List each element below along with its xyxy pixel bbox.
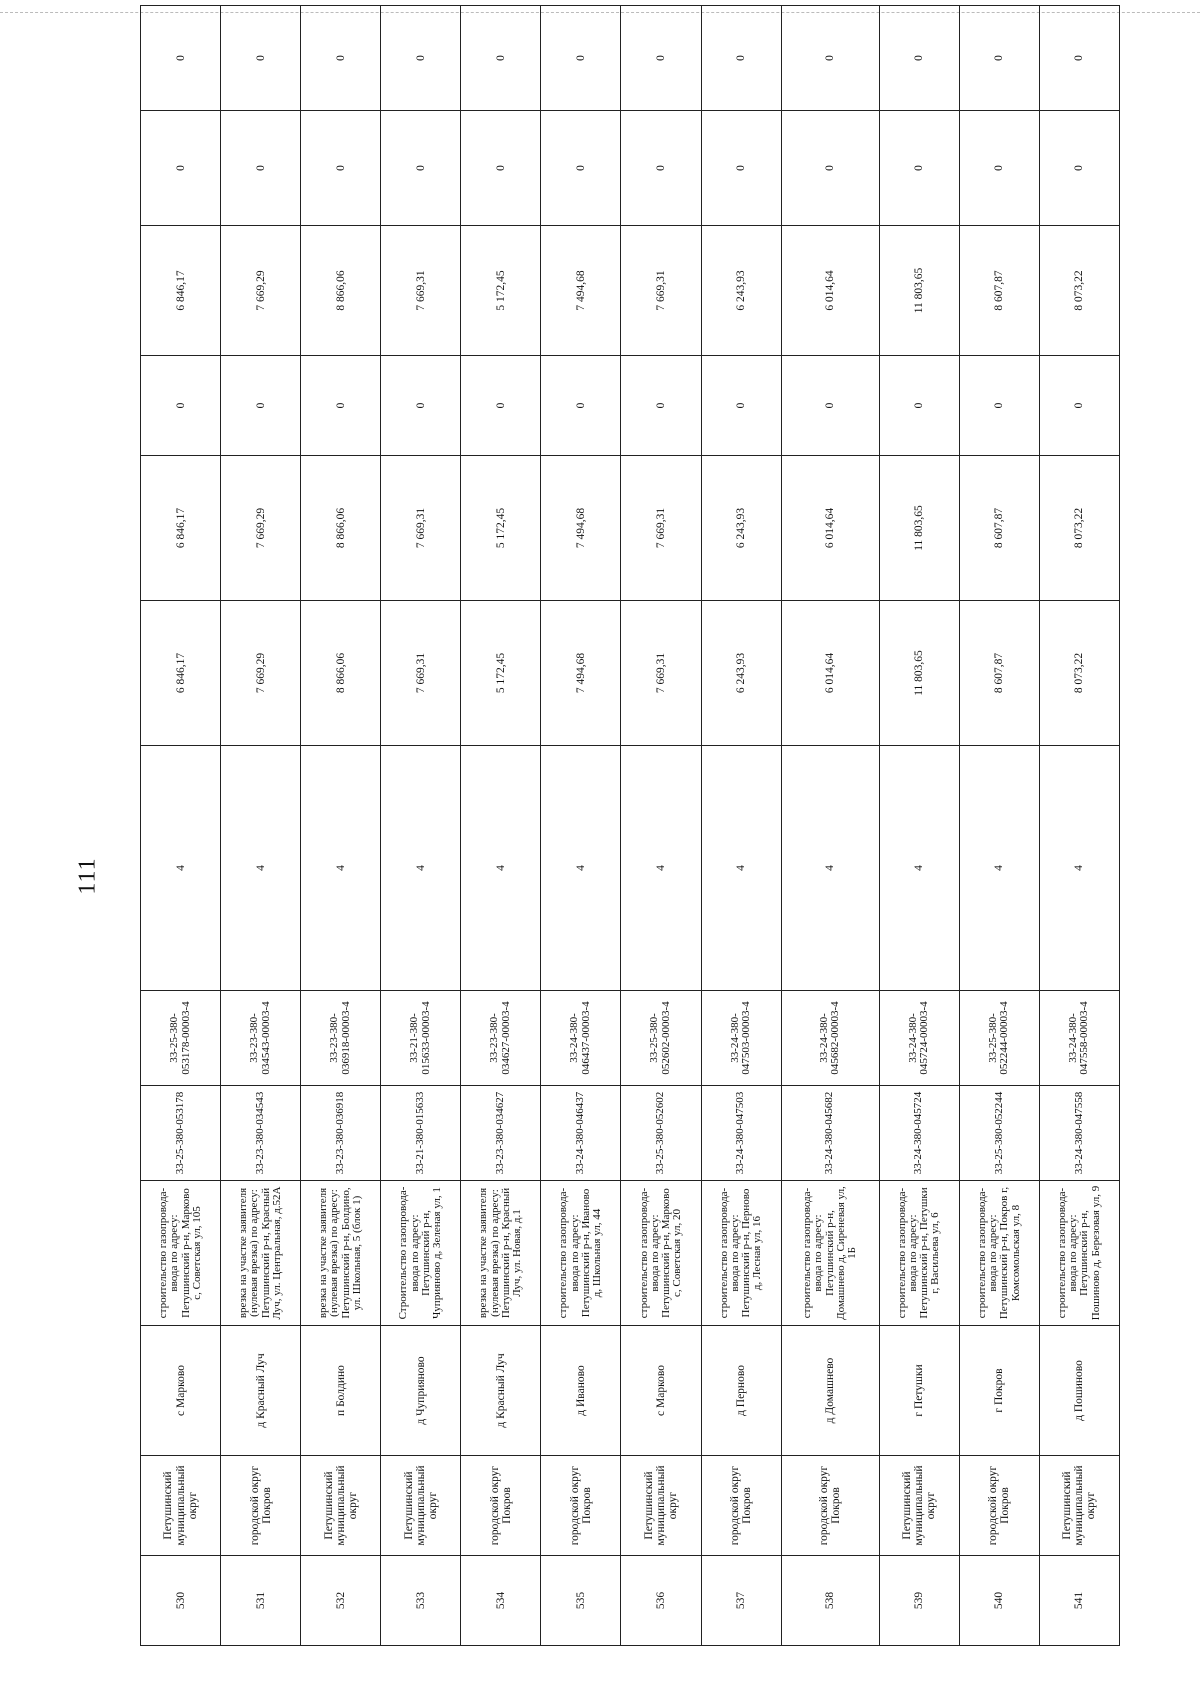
row-number-cell: 532 [301,1556,381,1646]
category-cell: 4 [1039,746,1119,991]
value-1-cell: 8 073,22 [1039,601,1119,746]
value-1-cell: 8 607,87 [959,601,1039,746]
description-cell: Строительство газопровода-ввода по адресу: Петушинский р-н, Чуприяново д, Зеленая ул, 1 [381,1181,461,1326]
value-3-cell: 0 [221,356,301,456]
table-row [701,6,781,1646]
category-cell: 4 [879,746,959,991]
value-1-cell: 8 866,06 [301,601,381,746]
value-4-cell: 7 669,31 [381,226,461,356]
value-5-cell: 0 [781,111,879,226]
value-2-cell: 6 014,64 [781,456,879,601]
value-2-cell: 7 669,29 [221,456,301,601]
page-number: 111 [74,857,101,895]
value-2-cell: 8 866,06 [301,456,381,601]
value-6-cell: 0 [221,6,301,111]
locality-cell: д Красный Луч [461,1326,541,1456]
value-6-cell: 0 [959,6,1039,111]
category-cell: 4 [301,746,381,991]
contract-code-cell: 33-23-380-034627-00003-4 [461,991,541,1086]
row-number-cell: 539 [879,1556,959,1646]
locality-cell: д Домашнево [781,1326,879,1456]
description-cell: врезка на участке заявителя (нулевая врезка) по адресу: Петушинский р-н, Красный Луч, ул. Новая, д.1 [461,1181,541,1326]
application-code-cell: 33-23-380-034543 [221,1086,301,1181]
value-3-cell: 0 [461,356,541,456]
contract-code-cell: 33-24-380-047558-00003-4 [1039,991,1119,1086]
value-1-cell: 7 494,68 [541,601,621,746]
value-5-cell: 0 [541,111,621,226]
value-3-cell: 0 [781,356,879,456]
category-cell: 4 [461,746,541,991]
district-cell: городской округ Покров [701,1456,781,1556]
value-4-cell: 8 866,06 [301,226,381,356]
value-6-cell: 0 [701,6,781,111]
description-cell: строительство газопровода-ввода по адресу: Петушинский р-н, Пошиново д, Березовая ул, 9 [1039,1181,1119,1326]
value-6-cell: 0 [1039,6,1119,111]
category-cell: 4 [621,746,701,991]
application-code-cell: 33-25-380-052244 [959,1086,1039,1181]
value-3-cell: 0 [541,356,621,456]
application-code-cell: 33-24-380-046437 [541,1086,621,1181]
contract-code-cell: 33-23-380-036918-00003-4 [301,991,381,1086]
district-cell: Петушинский муниципальный округ [301,1456,381,1556]
value-4-cell: 7 494,68 [541,226,621,356]
application-code-cell: 33-24-380-047503 [701,1086,781,1181]
row-number-cell: 534 [461,1556,541,1646]
value-6-cell: 0 [541,6,621,111]
value-1-cell: 6 014,64 [781,601,879,746]
value-3-cell: 0 [701,356,781,456]
contract-code-cell: 33-24-380-045682-00003-4 [781,991,879,1086]
value-4-cell: 11 803,65 [879,226,959,356]
value-3-cell: 0 [1039,356,1119,456]
table-body [141,6,1120,1646]
value-1-cell: 6 243,93 [701,601,781,746]
value-3-cell: 0 [141,356,221,456]
application-code-cell: 33-24-380-045682 [781,1086,879,1181]
value-4-cell: 6 014,64 [781,226,879,356]
table-row [141,6,221,1646]
value-5-cell: 0 [701,111,781,226]
value-1-cell: 7 669,29 [221,601,301,746]
value-2-cell: 5 172,45 [461,456,541,601]
value-6-cell: 0 [381,6,461,111]
district-cell: Петушинский муниципальный округ [141,1456,221,1556]
category-cell: 4 [781,746,879,991]
district-cell: Петушинский муниципальный округ [1039,1456,1119,1556]
row-number-cell: 540 [959,1556,1039,1646]
value-1-cell: 7 669,31 [621,601,701,746]
description-cell: врезка на участке заявителя (нулевая врезка) по адресу: Петушинский р-н, Болдино, ул. Школьная, 5 (блок 1) [301,1181,381,1326]
row-number-cell: 541 [1039,1556,1119,1646]
district-cell: городской округ Покров [541,1456,621,1556]
locality-cell: д Красный Луч [221,1326,301,1456]
value-2-cell: 7 494,68 [541,456,621,601]
description-cell: строительство газопровода-ввода по адресу: Петушинский р-н, Покров г, Комсомольская ул, 8 [959,1181,1039,1326]
locality-cell: г Петушки [879,1326,959,1456]
district-cell: городской округ Покров [781,1456,879,1556]
value-6-cell: 0 [879,6,959,111]
value-1-cell: 7 669,31 [381,601,461,746]
contract-code-cell: 33-24-380-047503-00003-4 [701,991,781,1086]
contract-code-cell: 33-25-380-052244-00003-4 [959,991,1039,1086]
contract-code-cell: 33-23-380-034543-00003-4 [221,991,301,1086]
application-code-cell: 33-25-380-053178 [141,1086,221,1181]
value-6-cell: 0 [461,6,541,111]
description-cell: строительство газопровода-ввода по адресу: Петушинский р-н, Иваново д, Школьная ул, 44 [541,1181,621,1326]
district-cell: городской округ Покров [959,1456,1039,1556]
description-cell: строительство газопровода-ввода по адресу: Петушинский р-н, Марково с, Советская ул, 105 [141,1181,221,1326]
value-2-cell: 8 073,22 [1039,456,1119,601]
value-6-cell: 0 [621,6,701,111]
table-row [1039,6,1119,1646]
value-5-cell: 0 [381,111,461,226]
value-6-cell: 0 [141,6,221,111]
locality-cell: д Пошиново [1039,1326,1119,1456]
description-cell: строительство газопровода-ввода по адресу: Петушинский р-н, Перново д, Лесная ул, 16 [701,1181,781,1326]
value-2-cell: 11 803,65 [879,456,959,601]
district-cell: городской округ Покров [461,1456,541,1556]
value-3-cell: 0 [301,356,381,456]
value-5-cell: 0 [959,111,1039,226]
description-cell: строительство газопровода-ввода по адресу: Петушинский р-н, Домашнево д, Сиреневая ул, 1Б [781,1181,879,1326]
description-cell: строительство газопровода-ввода по адресу: Петушинский р-н, Петушки г, Васильева ул, 6 [879,1181,959,1326]
value-5-cell: 0 [879,111,959,226]
value-5-cell: 0 [141,111,221,226]
value-1-cell: 11 803,65 [879,601,959,746]
value-4-cell: 5 172,45 [461,226,541,356]
district-cell: Петушинский муниципальный округ [381,1456,461,1556]
application-code-cell: 33-24-380-047558 [1039,1086,1119,1181]
value-2-cell: 6 846,17 [141,456,221,601]
value-4-cell: 8 073,22 [1039,226,1119,356]
table-row [461,6,541,1646]
category-cell: 4 [959,746,1039,991]
value-1-cell: 5 172,45 [461,601,541,746]
value-5-cell: 0 [621,111,701,226]
application-code-cell: 33-23-380-036918 [301,1086,381,1181]
value-2-cell: 8 607,87 [959,456,1039,601]
row-number-cell: 537 [701,1556,781,1646]
value-3-cell: 0 [381,356,461,456]
table-row [221,6,301,1646]
row-number-cell: 538 [781,1556,879,1646]
value-3-cell: 0 [879,356,959,456]
value-5-cell: 0 [1039,111,1119,226]
row-number-cell: 535 [541,1556,621,1646]
rotated-table-wrapper [140,55,1120,1646]
row-number-cell: 536 [621,1556,701,1646]
table-row [959,6,1039,1646]
locality-cell: п Болдино [301,1326,381,1456]
table-row [781,6,879,1646]
table-row [301,6,381,1646]
value-4-cell: 8 607,87 [959,226,1039,356]
value-5-cell: 0 [461,111,541,226]
value-4-cell: 7 669,31 [621,226,701,356]
description-cell: врезка на участке заявителя (нулевая врезка) по адресу: Петушинский р-н, Красный Луч, ул. Центральная, д.52А [221,1181,301,1326]
row-number-cell: 531 [221,1556,301,1646]
locality-cell: д Иваново [541,1326,621,1456]
value-6-cell: 0 [781,6,879,111]
row-number-cell: 530 [141,1556,221,1646]
locality-cell: с Марково [141,1326,221,1456]
category-cell: 4 [541,746,621,991]
row-number-cell: 533 [381,1556,461,1646]
category-cell: 4 [141,746,221,991]
value-3-cell: 0 [621,356,701,456]
locality-cell: г Покров [959,1326,1039,1456]
district-cell: Петушинский муниципальный округ [621,1456,701,1556]
value-4-cell: 7 669,29 [221,226,301,356]
locality-cell: д Перново [701,1326,781,1456]
application-code-cell: 33-23-380-034627 [461,1086,541,1181]
value-1-cell: 6 846,17 [141,601,221,746]
table-row [541,6,621,1646]
value-2-cell: 6 243,93 [701,456,781,601]
gas-connection-table [140,5,1120,1646]
locality-cell: д Чуприяново [381,1326,461,1456]
contract-code-cell: 33-25-380-052602-00003-4 [621,991,701,1086]
value-5-cell: 0 [221,111,301,226]
category-cell: 4 [701,746,781,991]
application-code-cell: 33-21-380-015633 [381,1086,461,1181]
value-2-cell: 7 669,31 [381,456,461,601]
value-4-cell: 6 846,17 [141,226,221,356]
value-4-cell: 6 243,93 [701,226,781,356]
application-code-cell: 33-24-380-045724 [879,1086,959,1181]
contract-code-cell: 33-24-380-045724-00003-4 [879,991,959,1086]
category-cell: 4 [381,746,461,991]
value-3-cell: 0 [959,356,1039,456]
value-6-cell: 0 [301,6,381,111]
contract-code-cell: 33-25-380-053178-00003-4 [141,991,221,1086]
table-row [621,6,701,1646]
district-cell: городской округ Покров [221,1456,301,1556]
table-row [879,6,959,1646]
district-cell: Петушинский муниципальный округ [879,1456,959,1556]
table-row [381,6,461,1646]
description-cell: строительство газопровода-ввода по адресу: Петушинский р-н, Марково с, Советская ул, 20 [621,1181,701,1326]
contract-code-cell: 33-24-380-046437-00003-4 [541,991,621,1086]
contract-code-cell: 33-21-380-015633-00003-4 [381,991,461,1086]
application-code-cell: 33-25-380-052602 [621,1086,701,1181]
category-cell: 4 [221,746,301,991]
locality-cell: с Марково [621,1326,701,1456]
value-2-cell: 7 669,31 [621,456,701,601]
value-5-cell: 0 [301,111,381,226]
